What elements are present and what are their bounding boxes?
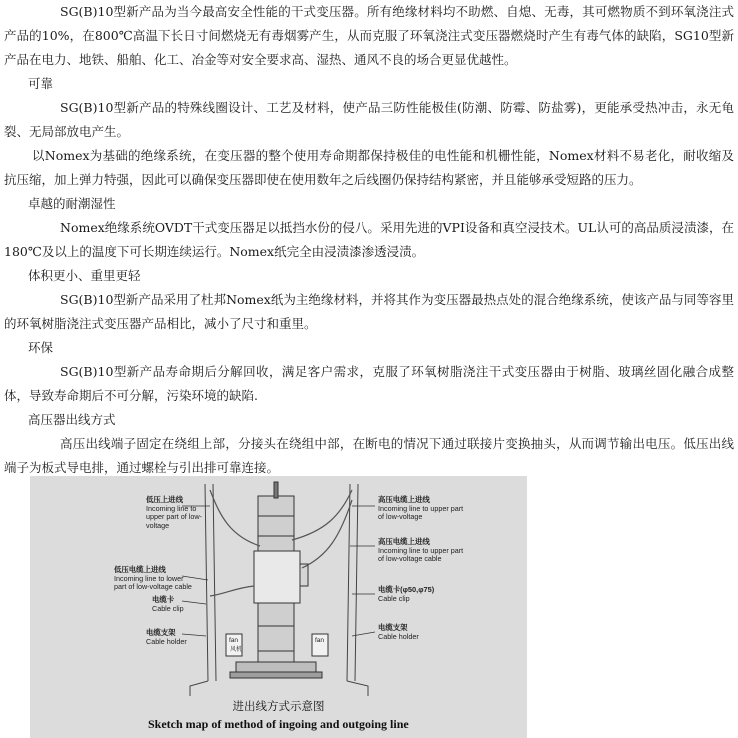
label-en: Incoming line to upper part of low-voltage cable: [378, 545, 464, 564]
label-en: Cable clip: [152, 603, 184, 613]
label-cn: 低压上进线: [146, 495, 183, 504]
wiring-sketch-figure: [30, 476, 527, 738]
body-paragraph: SG(B)10型新产品寿命期后分解回收，满足客户需求，克服了环氧树脂浇注干式变压器由于树脂、玻璃丝固化融合成整体，导致寿命期后不可分解，污染环境的缺陷.: [4, 364, 734, 403]
section-heading: 环保: [28, 340, 54, 355]
label-hv-cable-lower: [378, 538, 468, 564]
section-heading: 卓越的耐潮湿性: [28, 196, 116, 211]
label-cn: 高压电缆上进线: [378, 495, 430, 504]
label-cn: 电缆卡: [152, 595, 175, 604]
body-paragraph: SG(B)10型新产品采用了杜邦Nomex纸为主绝缘材料，并将其作为变压器最热点处的混合绝缘系统，使该产品与同等容里的环氧树脂浇注式变压器产品相比，减小了尺寸和重里。: [4, 292, 734, 331]
label-en: Cable holder: [146, 636, 187, 646]
fan-label-left: [229, 637, 238, 646]
fan-text: fan: [315, 637, 325, 644]
label-cn: 电缆卡(φ50,φ75): [378, 585, 435, 594]
body-paragraph: SG(B)10型新产品的特殊线圈设计、工艺及材料，使产品三防性能极佳(防潮、防霉、防盐雾)，更能承受热冲击，永无龟裂、无局部放电产生。: [4, 100, 734, 139]
fan-cn-text: 风机: [230, 647, 243, 653]
label-en: Incoming line to upper part of low-voltage: [146, 503, 202, 530]
label-cn: 低压电缆上进线: [114, 565, 166, 574]
label-en: Incoming line to upper part of low-voltage: [378, 503, 464, 522]
document-body: [4, 0, 734, 480]
section-heading: 高压器出线方式: [28, 412, 116, 427]
figure-caption-en: Sketch map of method of ingoing and outgoing line: [148, 717, 409, 731]
label-en: Cable clip: [378, 593, 410, 603]
label-cable-holder-left: [146, 629, 187, 646]
label-cn: 电缆支架: [146, 628, 176, 637]
label-cn: 电缆支架: [378, 623, 408, 632]
section-heading: 可靠: [28, 76, 54, 91]
label-cable-clip-right: [378, 586, 434, 603]
section-heading: 体积更小、重里更轻: [28, 268, 141, 283]
fan-label-right: [315, 637, 324, 646]
label-lv-incoming-upper: [146, 496, 206, 530]
body-paragraph: SG(B)10型新产品为当今最高安全性能的干式变压器。所有绝缘材料均不助燃、自熄、无毒，其可燃物质不到环氧浇注式产品的10%，在800℃高温下长日寸间燃烧无有毒烟雾产生，从而克服了环氧浇注式变压器燃烧时产生有毒气体的缺陷，SG10型新产品在电力、地铁、船舶、化工、冶金等对安全要求高、湿热、通风不良的场合更显优越性。: [4, 4, 734, 67]
label-lv-cable-upper: [114, 566, 196, 592]
label-cable-clip-left: [152, 596, 184, 613]
fan-cn-label: [230, 646, 242, 655]
body-paragraph: Nomex绝缘系统OVDT干式变压器足以抵挡水份的侵八。采用先进的VPI设备和真空浸技术。UL认可的高品质浸渍漆，在180℃及以上的温度下可长期连续运行。Nomex纸完全由浸渍漆渗透浸渍。: [4, 220, 734, 259]
label-en: Incoming line to lower part of low-voltage cable: [114, 573, 192, 592]
label-hv-cable-upper: [378, 496, 470, 522]
label-cn: 高压电缆上进线: [378, 537, 430, 546]
fan-text: fan: [229, 637, 239, 644]
body-paragraph: 高压出线端子固定在绕组上部，分接头在绕组中部，在断电的情况下通过联接片变换抽头，从而调节输出电压。低压出线端子为板式导电排，通过螺栓与引出排可靠连接。: [4, 436, 734, 475]
label-cable-holder-right: [378, 624, 419, 641]
figure-caption-cn: 进出线方式示意图: [232, 699, 325, 713]
label-en: Cable holder: [378, 631, 419, 641]
body-paragraph: 以Nomex为基础的绝缘系统，在变压器的整个使用寿命期都保持极佳的电性能和机栅性能，Nomex材料不易老化，耐收缩及抗压缩，加上弹力特强，因此可以确保变压器即使在使用数年之后线圈仍保持结构紧密，并且能够承受短路的压力。: [4, 148, 734, 187]
